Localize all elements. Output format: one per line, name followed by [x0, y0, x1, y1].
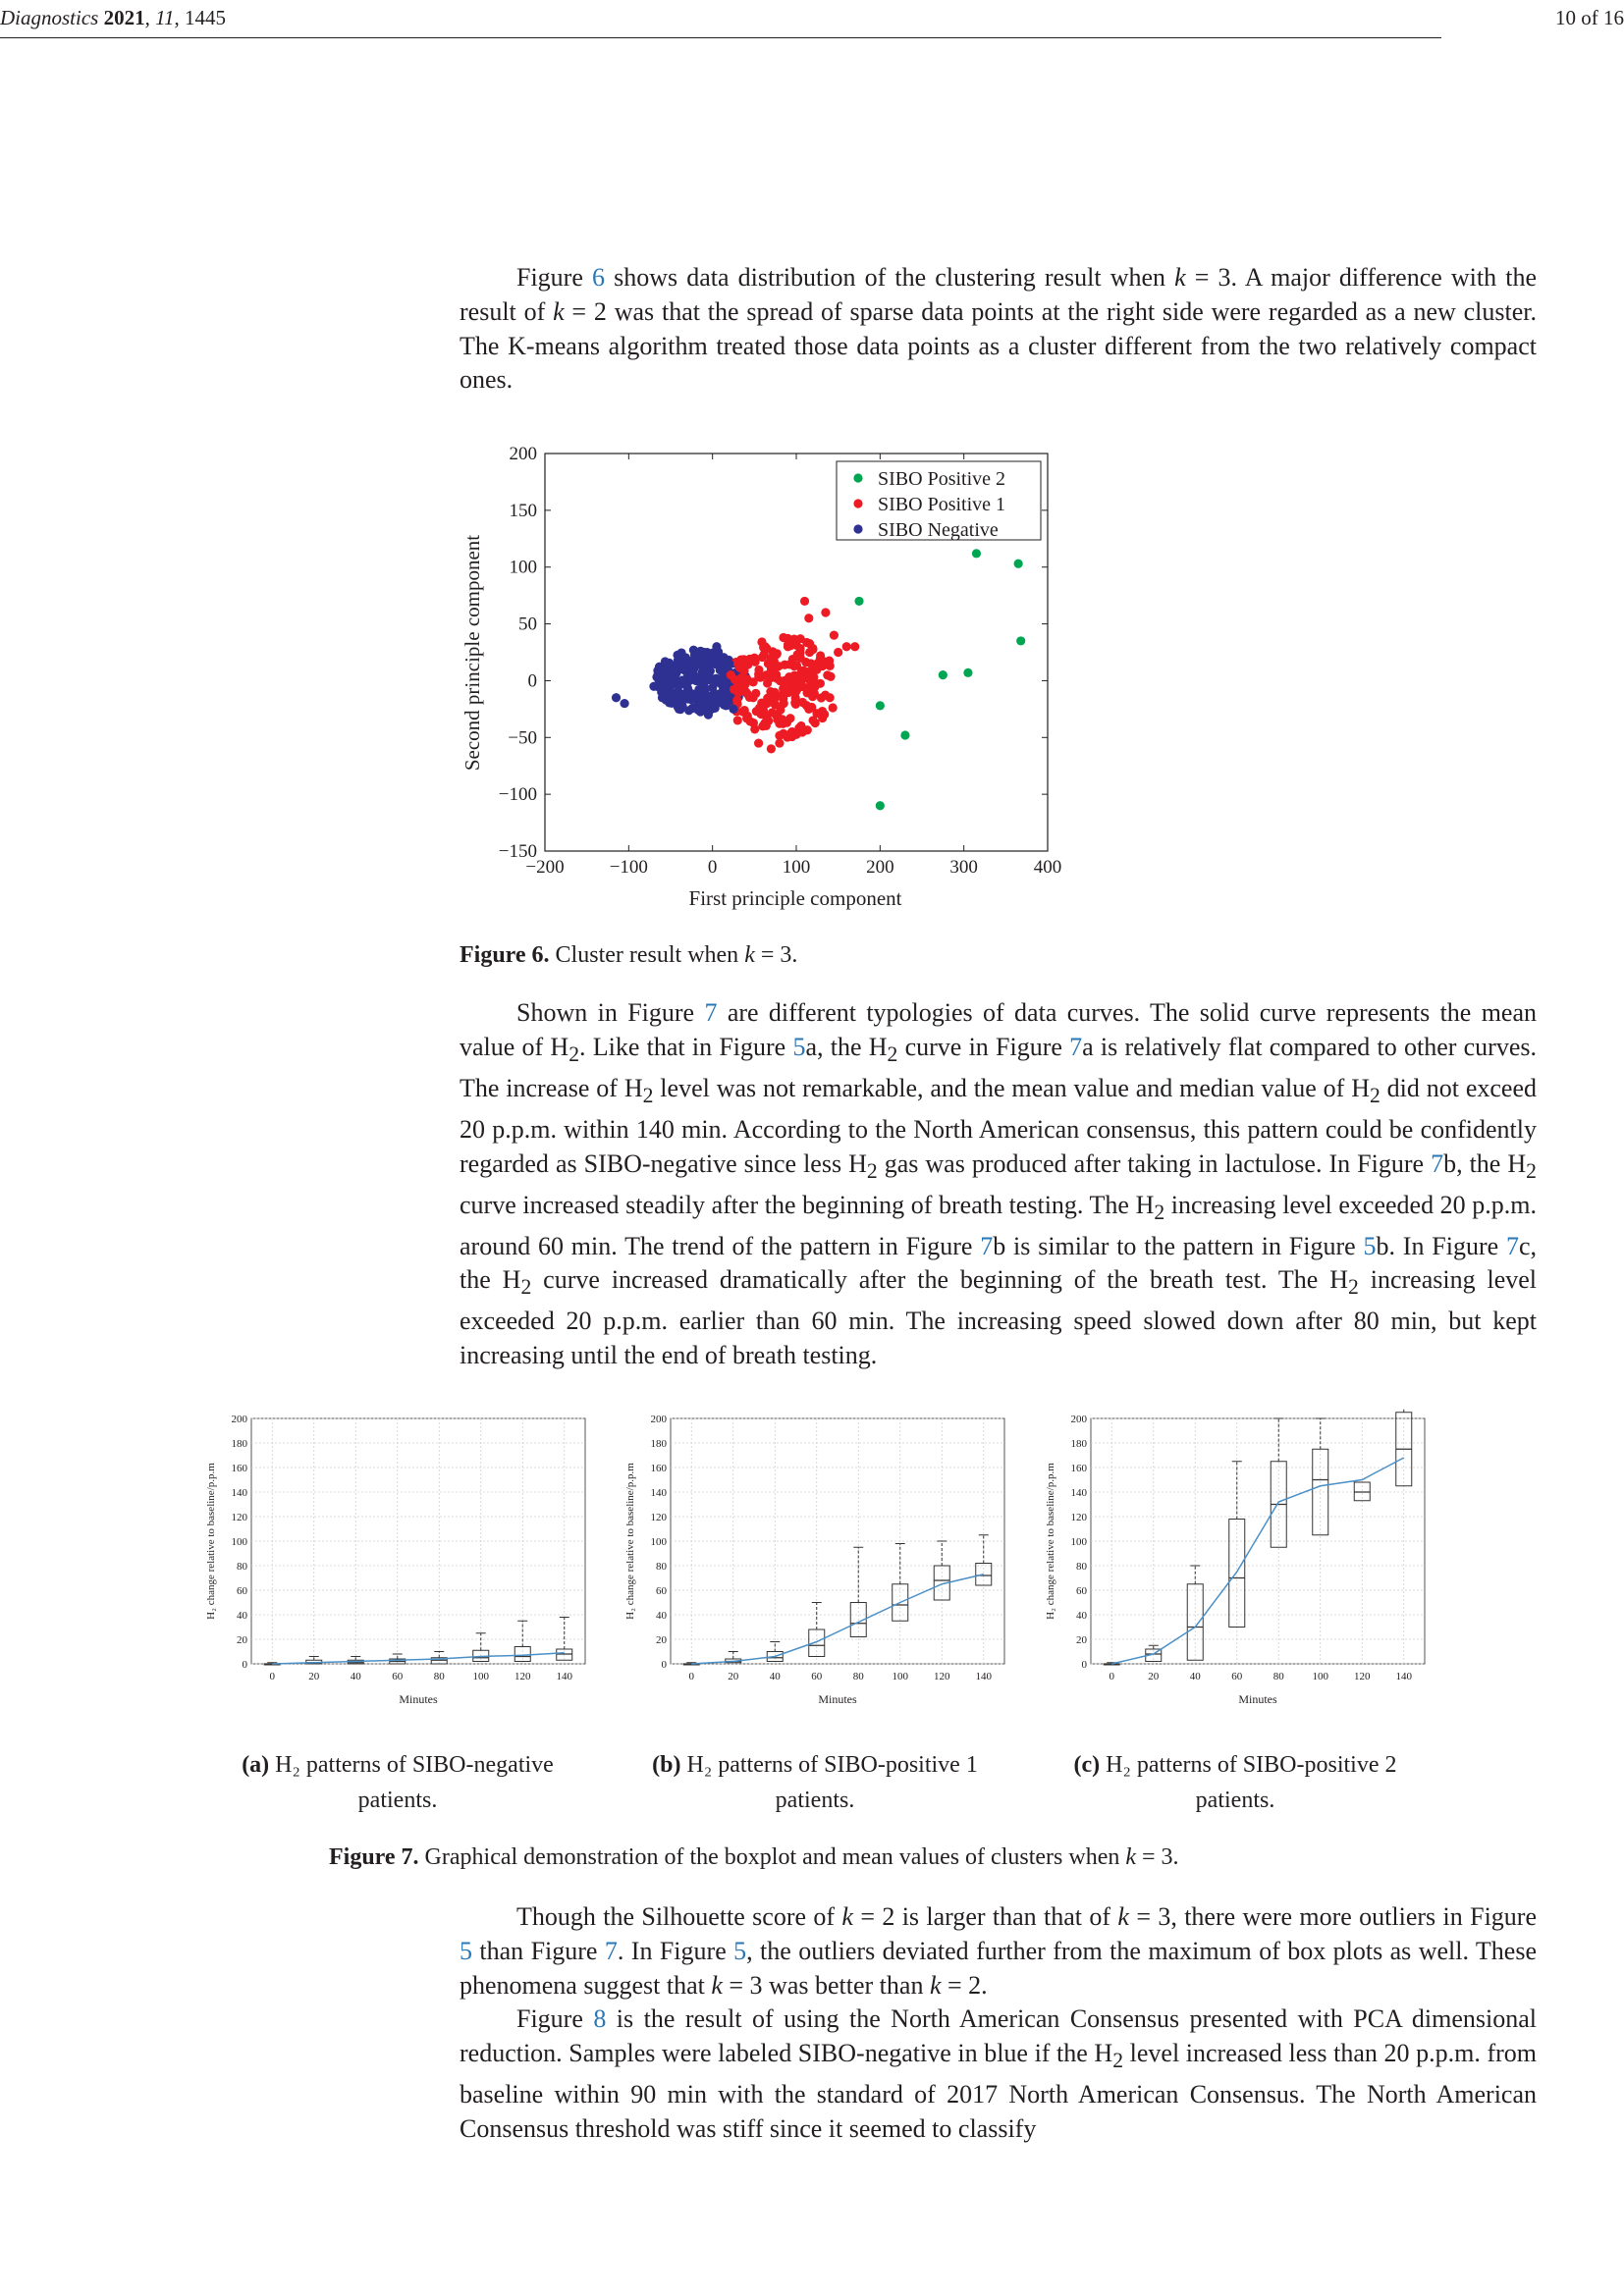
paragraph-4: Figure 8 is the result of using the North American Consensus presented with PCA dimensional reduction. Samples were labeled SIBO-negative in blue if the $H_2$ level increased less than 20 p.p.m. from baseline within 90 min with the standard of 2017 North American Consensus. The North American Consensus threshold was stiff since it seemed to classify	[460, 2004, 1537, 2143]
x-tick-label: 80	[433, 1671, 445, 1682]
data-point-sibo-positive-1	[800, 597, 809, 606]
y-tick-label: 180	[650, 1438, 667, 1450]
y-tick-label: 40	[656, 1610, 667, 1622]
figure-7-link-2[interactable]: 7	[604, 1936, 618, 1965]
y-tick-label: 160	[1070, 1463, 1087, 1474]
figure-6-caption: Figure 6. Cluster result when k = 3.	[460, 942, 798, 968]
x-axis-label: Minutes	[399, 1692, 438, 1706]
data-point-sibo-negative	[700, 648, 709, 657]
figure-7c-boxplot	[1034, 1409, 1436, 1733]
mean-curve	[272, 1653, 565, 1664]
data-point-sibo-positive-1	[750, 654, 759, 663]
data-point-sibo-positive-1	[808, 716, 817, 724]
y-tick-label: 0	[661, 1659, 667, 1671]
data-point-sibo-positive-2	[1016, 636, 1025, 645]
legend-label: SIBO Positive 2	[878, 468, 1006, 490]
data-point-sibo-positive-1	[784, 688, 792, 697]
x-tick-label: 80	[1272, 1671, 1284, 1682]
data-point-sibo-positive-1	[796, 654, 805, 663]
data-point-sibo-positive-1	[743, 660, 752, 668]
x-tick-label: 0	[1109, 1671, 1114, 1682]
data-point-sibo-positive-1	[850, 642, 859, 651]
data-point-sibo-negative	[666, 670, 675, 679]
paragraph-3: Though the Silhouette score of k = 2 is larger than that of k = 3, there were more outliers in Figure 5 than Figure 7. In Figure 5, the outliers deviated further from the maximum of box plots as well. These phenomena suggest that k = 3 was better than k = 2. Figure 8 is the result of using the North American Consensus presented with PCA dimensional reduction. Samples were labeled SIBO-negative in blue if the $H_2$ level increased less than 20 p.p.m. from baseline within 90 min with the standard of 2017 North American Consensus. The North American Consensus threshold was stiff since it seemed to classify	[460, 1900, 1537, 2147]
y-tick-label: −150	[498, 841, 537, 862]
data-point-sibo-negative	[687, 670, 696, 679]
x-tick-label: 100	[472, 1671, 489, 1682]
y-tick-label: 60	[656, 1585, 667, 1597]
x-tick-label: 120	[1354, 1671, 1371, 1682]
x-tick-label: 100	[782, 857, 811, 878]
data-point-sibo-negative	[665, 659, 674, 667]
data-point-sibo-positive-2	[963, 668, 972, 677]
data-point-sibo-positive-1	[804, 614, 813, 622]
figure-7b-boxplot	[614, 1409, 1016, 1733]
data-point-sibo-negative	[712, 699, 721, 708]
data-point-sibo-negative	[729, 705, 737, 714]
x-tick-label: 140	[975, 1671, 992, 1682]
data-point-sibo-positive-1	[754, 738, 763, 747]
mean-curve	[1111, 1458, 1404, 1664]
figure-6-link[interactable]: 6	[591, 263, 605, 292]
data-point-sibo-positive-1	[763, 699, 772, 708]
legend-label: SIBO Positive 1	[878, 494, 1006, 515]
data-point-sibo-negative	[712, 642, 721, 651]
figure-5-link[interactable]: 5	[460, 1936, 472, 1965]
y-tick-label: 100	[509, 557, 537, 578]
article-number: 1445	[185, 6, 227, 29]
data-point-sibo-positive-1	[733, 716, 742, 724]
data-point-sibo-positive-1	[829, 703, 838, 712]
data-point-sibo-positive-1	[763, 678, 772, 687]
figure-7b-link[interactable]: 7	[1431, 1148, 1444, 1178]
y-tick-label: 50	[518, 614, 537, 635]
data-point-sibo-positive-1	[775, 738, 784, 747]
y-tick-label: 20	[1076, 1634, 1087, 1646]
y-tick-label: 200	[1070, 1414, 1087, 1425]
data-point-sibo-positive-1	[796, 634, 805, 643]
x-tick-label: 20	[728, 1671, 739, 1682]
data-point-sibo-negative	[677, 648, 685, 657]
journal-year: 2021	[103, 6, 145, 29]
figure-7-caption: Figure 7. Graphical demonstration of the boxplot and mean values of clusters when k = 3.	[329, 1844, 1179, 1870]
data-point-sibo-positive-1	[742, 714, 751, 722]
x-tick-label: 120	[514, 1671, 531, 1682]
figure-7-link[interactable]: 7	[704, 998, 718, 1027]
y-tick-label: −50	[508, 727, 537, 749]
data-point-sibo-positive-1	[758, 721, 767, 730]
data-point-sibo-positive-1	[741, 687, 750, 696]
legend-marker	[853, 499, 862, 507]
x-axis-label: Minutes	[818, 1692, 857, 1706]
data-point-sibo-positive-1	[791, 682, 800, 691]
figure-7b-link-2[interactable]: 7	[980, 1231, 994, 1260]
data-point-sibo-positive-1	[803, 725, 812, 734]
data-point-sibo-negative	[678, 659, 687, 667]
x-axis-label: First principle component	[688, 886, 902, 910]
legend	[837, 461, 1041, 541]
data-point-sibo-negative	[671, 678, 679, 687]
data-point-sibo-negative	[725, 659, 733, 667]
data-point-sibo-negative	[620, 699, 628, 708]
y-tick-label: 0	[527, 670, 537, 692]
data-point-sibo-positive-1	[808, 645, 817, 654]
data-point-sibo-positive-1	[813, 659, 822, 667]
y-tick-label: 0	[1081, 1659, 1087, 1671]
journal-name: Diagnostics	[0, 6, 99, 29]
data-point-sibo-positive-1	[826, 662, 835, 670]
data-point-sibo-positive-1	[750, 724, 759, 733]
y-tick-label: 180	[1070, 1438, 1087, 1450]
y-tick-label: 200	[650, 1414, 667, 1425]
paragraph-2: Shown in Figure 7 are different typologies of data curves. The solid curve represents the mean value of $H_2$. Like that in Figure 5a, the $H_2$ curve in Figure 7a is relatively flat compared to other curves. The increase of $H_2$ level was not remarkable, and the mean value and median value of $H_2$ did not exceed 20 p.p.m. within 140 min. According to the North American consensus, this pattern could be confidently regarded as SIBO-negative since less $H_2$ gas was produced after taking in lactulose. In Figure 7b, the $H_2$ curve increased steadily after the beginning of breath testing. The $H_2$ increasing level exceeded 20 p.p.m. around 60 min. The trend of the pattern in Figure 7b is similar to the pattern in Figure 5b. In Figure 7c, the $H_2$ curve increased dramatically after the beginning of the breath test. The $H_2$ increasing level exceeded 20 p.p.m. earlier than 60 min. The increasing speed slowed down after 80 min, but kept increasing until the end of breath testing.	[460, 998, 1538, 1370]
figure-7b-subcaption: (b) H₂ patterns of SIBO-positive 1 patients.	[652, 1752, 978, 1813]
x-tick-label: 400	[1033, 857, 1062, 878]
data-point-sibo-negative	[717, 665, 726, 673]
data-point-sibo-positive-2	[854, 597, 863, 606]
figure-5b-link[interactable]: 5	[1363, 1231, 1377, 1260]
x-tick-label: 20	[1148, 1671, 1160, 1682]
data-point-sibo-positive-2	[900, 730, 909, 739]
y-tick-label: 80	[237, 1561, 247, 1573]
data-point-sibo-negative	[655, 663, 664, 671]
x-tick-label: −200	[525, 857, 565, 878]
data-point-sibo-positive-1	[767, 744, 776, 753]
y-tick-label: 80	[1076, 1561, 1087, 1573]
x-tick-label: 200	[866, 857, 894, 878]
x-tick-label: 100	[892, 1671, 908, 1682]
figure-7a-boxplot	[194, 1409, 597, 1733]
data-point-sibo-positive-1	[790, 670, 799, 679]
x-tick-label: 80	[852, 1671, 864, 1682]
figure-5a-link[interactable]: 5	[792, 1032, 806, 1061]
x-tick-label: 0	[688, 1671, 694, 1682]
data-point-sibo-positive-2	[876, 701, 885, 710]
data-point-sibo-negative	[682, 693, 691, 702]
x-tick-label: 0	[707, 857, 718, 878]
x-tick-label: 140	[1395, 1671, 1412, 1682]
y-tick-label: 120	[231, 1512, 247, 1523]
legend-marker	[853, 524, 862, 533]
x-tick-label: 40	[350, 1671, 361, 1682]
data-point-sibo-positive-1	[781, 676, 789, 685]
mean-curve	[691, 1575, 984, 1664]
y-tick-label: 160	[231, 1463, 247, 1474]
legend-marker	[853, 473, 862, 482]
data-point-sibo-positive-1	[826, 693, 835, 702]
y-tick-label: 80	[656, 1561, 667, 1573]
figure-7c-link[interactable]: 7	[1505, 1231, 1519, 1260]
data-point-sibo-positive-1	[759, 643, 768, 652]
x-tick-label: 20	[308, 1671, 320, 1682]
y-tick-label: 100	[231, 1536, 247, 1548]
x-axis-label: Minutes	[1238, 1692, 1277, 1706]
x-tick-label: 120	[934, 1671, 950, 1682]
data-point-sibo-positive-1	[830, 631, 839, 640]
x-tick-label: 60	[811, 1671, 823, 1682]
y-tick-label: 60	[237, 1585, 247, 1597]
data-point-sibo-positive-1	[804, 705, 813, 714]
y-tick-label: 60	[1076, 1585, 1087, 1597]
data-point-sibo-positive-1	[821, 608, 830, 616]
data-point-sibo-positive-1	[754, 672, 763, 681]
data-point-sibo-positive-1	[808, 692, 817, 701]
y-tick-label: 140	[650, 1487, 667, 1499]
data-point-sibo-positive-1	[767, 665, 776, 673]
y-tick-label: −100	[498, 784, 537, 806]
data-point-sibo-negative	[675, 705, 683, 714]
x-tick-label: 40	[769, 1671, 781, 1682]
data-point-sibo-positive-1	[767, 654, 776, 663]
y-axis-label: H₂ change relative to baseline/p.p.m	[1045, 1463, 1056, 1620]
y-tick-label: 0	[242, 1659, 247, 1671]
paragraph-1: Figure 6 shows data distribution of the clustering result when k = 3. A major difference with the result of k = 2 was that the spread of sparse data points at the right side were regarded as a new cluster. The K-means algorithm treated those data points as a cluster different from the two relatively compact ones.	[460, 263, 1538, 395]
y-tick-label: 150	[509, 500, 537, 521]
y-tick-label: 140	[231, 1487, 247, 1499]
data-point-sibo-positive-1	[807, 672, 816, 681]
data-point-sibo-positive-2	[939, 670, 947, 679]
data-point-sibo-positive-1	[817, 693, 826, 702]
y-tick-label: 180	[231, 1438, 247, 1450]
y-tick-label: 160	[650, 1463, 667, 1474]
journal-volume: 11	[155, 6, 175, 29]
y-tick-label: 120	[1070, 1512, 1087, 1523]
data-point-sibo-negative	[695, 659, 704, 667]
data-point-sibo-negative	[703, 699, 712, 708]
y-tick-label: 100	[1070, 1536, 1087, 1548]
journal-citation: Diagnostics 2021, 11, 1445	[0, 6, 227, 29]
data-point-sibo-negative	[658, 693, 667, 702]
y-axis-label: H₂ change relative to baseline/p.p.m	[205, 1463, 217, 1620]
data-point-sibo-positive-1	[823, 670, 832, 679]
figure-6-scatter	[442, 432, 1080, 923]
y-tick-label: 20	[237, 1634, 247, 1646]
x-tick-label: 60	[392, 1671, 404, 1682]
figure-7c-subcaption: (c) H₂ patterns of SIBO-positive 2 patients.	[1073, 1752, 1397, 1813]
y-tick-label: 200	[509, 444, 537, 464]
data-point-sibo-positive-2	[1014, 560, 1023, 568]
x-tick-label: −100	[609, 857, 648, 878]
figure-8-link[interactable]: 8	[593, 2004, 607, 2034]
data-point-sibo-positive-1	[727, 670, 735, 679]
data-point-sibo-negative	[700, 682, 709, 691]
x-tick-label: 40	[1189, 1671, 1201, 1682]
data-point-sibo-positive-2	[876, 801, 885, 810]
page-number: 10 of 16	[1555, 6, 1624, 29]
y-tick-label: 40	[237, 1610, 247, 1622]
data-point-sibo-negative	[710, 689, 719, 698]
data-point-sibo-positive-1	[762, 711, 771, 720]
header-rule	[0, 37, 1441, 38]
data-point-sibo-positive-1	[780, 699, 788, 708]
y-axis-label: Second principle component	[460, 534, 484, 772]
data-point-sibo-positive-1	[842, 642, 851, 651]
x-tick-label: 100	[1312, 1671, 1328, 1682]
figure-7a-link[interactable]: 7	[1069, 1032, 1083, 1061]
data-point-sibo-negative	[649, 682, 658, 691]
legend-label: SIBO Negative	[878, 519, 999, 541]
y-tick-label: 200	[231, 1414, 247, 1425]
figure-5-link-2[interactable]: 5	[733, 1936, 747, 1965]
y-tick-label: 100	[650, 1536, 667, 1548]
y-tick-label: 120	[650, 1512, 667, 1523]
x-tick-label: 60	[1231, 1671, 1243, 1682]
data-point-sibo-positive-1	[783, 719, 791, 727]
y-tick-label: 140	[1070, 1487, 1087, 1499]
y-tick-label: 40	[1076, 1610, 1087, 1622]
y-tick-label: 20	[656, 1634, 667, 1646]
data-point-sibo-positive-1	[834, 648, 842, 657]
data-point-sibo-positive-1	[798, 698, 807, 707]
x-tick-label: 300	[949, 857, 978, 878]
x-tick-label: 140	[556, 1671, 572, 1682]
data-point-sibo-positive-1	[773, 711, 782, 720]
data-point-sibo-positive-1	[787, 727, 796, 736]
figure-7a-subcaption: (a) H₂ patterns of SIBO-negative patients.	[242, 1752, 554, 1813]
data-point-sibo-negative	[704, 711, 713, 720]
data-point-sibo-positive-1	[784, 642, 792, 651]
x-tick-label: 0	[269, 1671, 275, 1682]
data-point-sibo-negative	[676, 691, 684, 700]
data-point-sibo-positive-1	[737, 679, 746, 688]
data-point-sibo-negative	[612, 693, 621, 702]
data-point-sibo-positive-2	[972, 549, 981, 558]
scatter-points	[612, 549, 1025, 810]
page-header	[0, 0, 1624, 39]
data-point-sibo-positive-1	[781, 661, 789, 669]
data-point-sibo-negative	[703, 666, 712, 674]
y-axis-label: H₂ change relative to baseline/p.p.m	[624, 1463, 636, 1620]
data-point-sibo-negative	[721, 687, 730, 696]
